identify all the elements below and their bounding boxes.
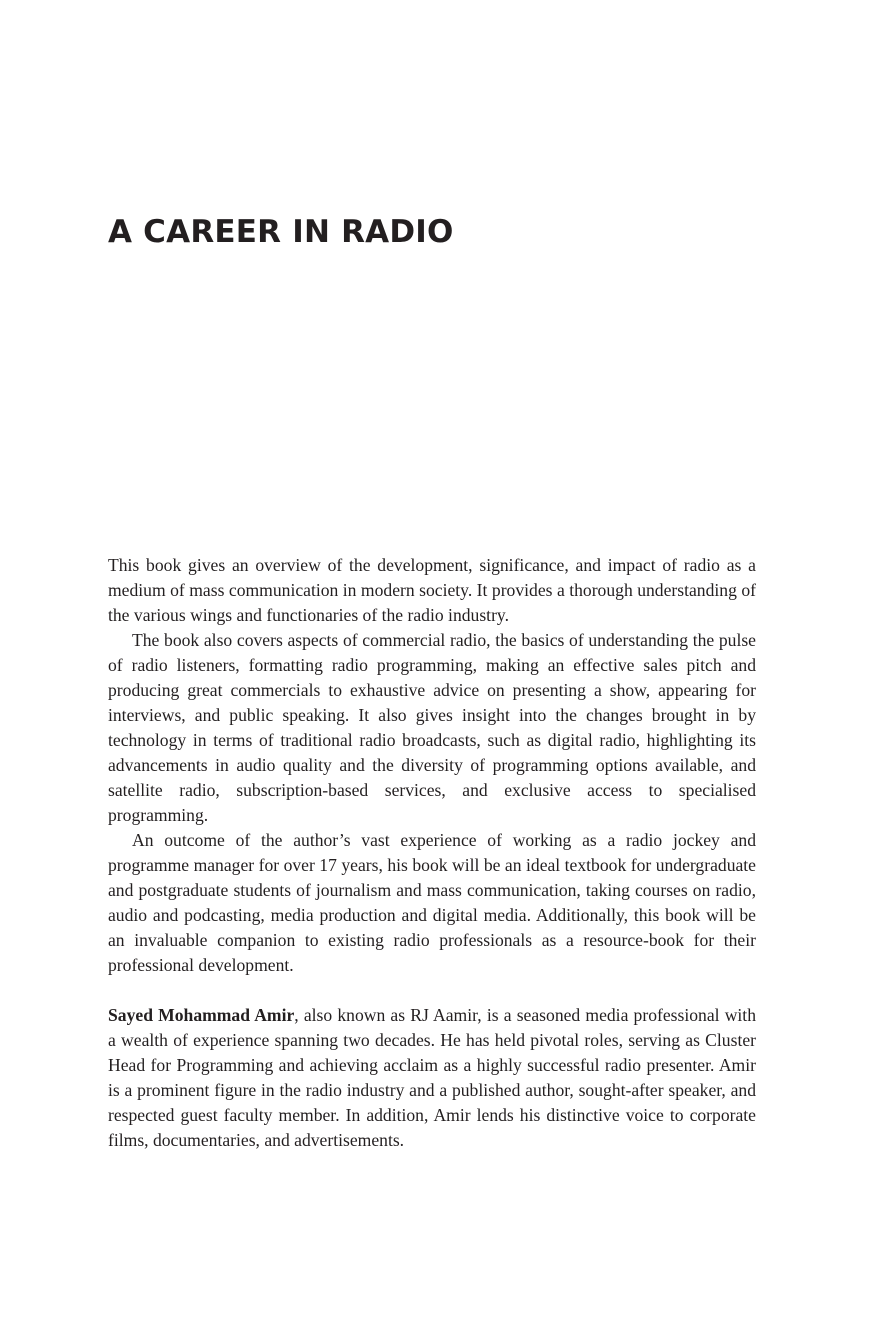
- book-description: [108, 553, 756, 978]
- description-paragraph-1: This book gives an overview of the development, significance, and impact of radio as a medium of mass communication in modern society. It provides a thorough understanding of the various wings and functionaries of the radio industry.: [108, 555, 756, 625]
- page-title: A CAREER IN RADIO: [108, 214, 454, 250]
- author-name: Sayed Mohammad Amir: [108, 1005, 295, 1025]
- author-bio-paragraph: [108, 1003, 756, 1153]
- description-paragraph-2: The book also covers aspects of commercial radio, the basics of understanding the pulse of radio listeners, formatting radio programming, making an effective sales pitch and producing great commercials to exhaustive advice on presenting a show, appearing for interviews, and public speaking. It also gives insight into the changes brought in by technology in terms of traditional radio broadcasts, such as digital radio, highlighting its advancements in audio quality and the diversity of programming options available, and satellite radio, subscription-based services, and exclusive access to specialised programming.: [108, 630, 756, 825]
- author-bio-text: , also known as RJ Aamir, is a seasoned media professional with a wealth of experience spanning two decades. He has held pivotal roles, serving as Cluster Head for Programming and achieving acclaim as a highly successful radio presenter. Amir is a prominent figure in the radio industry and a published author, sought-after speaker, and respected guest faculty member. In addition, Amir lends his distinctive voice to corporate films, documentaries, and advertisements.: [108, 1005, 756, 1150]
- author-bio: [108, 1003, 756, 1153]
- description-paragraph-3: An outcome of the author’s vast experience of working as a radio jockey and programme manager for over 17 years, his book will be an ideal textbook for undergraduate and postgraduate students of journalism and mass communication, taking courses on radio, audio and podcasting, media production and digital media. Additionally, this book will be an invaluable companion to existing radio professionals as a resource-book for their professional development.: [108, 830, 756, 975]
